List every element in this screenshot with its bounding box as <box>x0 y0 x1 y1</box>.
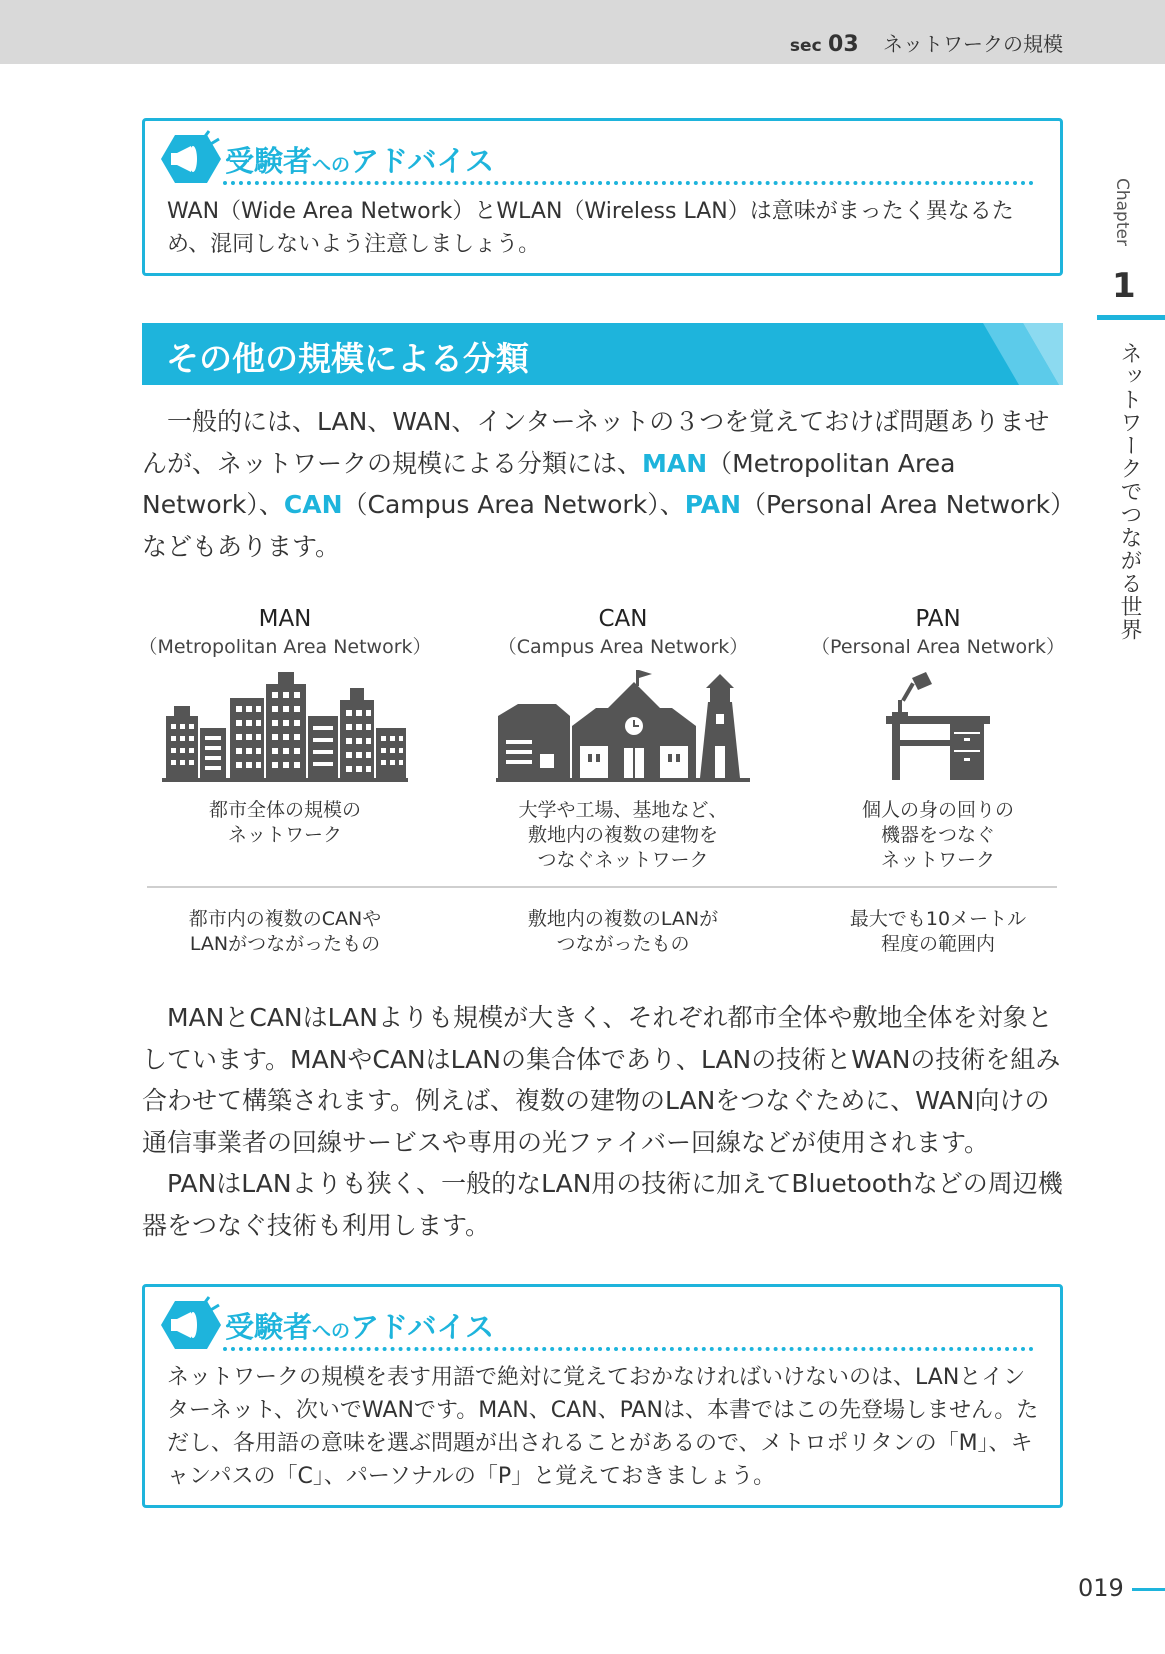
column-note-line: LANがつながったもの <box>189 933 381 955</box>
advice-title-b: への <box>312 154 351 176</box>
intro-text-3: （Campus Area Network）、 <box>342 490 685 519</box>
page-number-line <box>1132 1588 1165 1591</box>
chapter-title: ネットワークでつながる世界 <box>1117 342 1142 641</box>
sec-number: 03 <box>828 32 859 57</box>
chapter-marker-line <box>1097 315 1165 320</box>
running-head-title: ネットワークの規模 <box>883 32 1063 56</box>
column-title: MAN <box>258 606 312 632</box>
intro-text-2: （Metropolitan Area Network）、 <box>142 448 956 519</box>
advice-body: WAN（Wide Area Network）とWLAN（Wireless LAN）は意味がまったく異なるため、混同しないよう注意しましょう。 <box>167 199 1014 257</box>
intro-text-1: 一般的には、LAN、WAN、インターネットの３つを覚えておけば問題ありませんが、ネットワークの規模による分類には、 <box>142 407 1050 478</box>
column-subtitle: （Metropolitan Area Network） <box>138 636 432 658</box>
advice-title-c: アドバイス <box>350 144 495 178</box>
megaphone-icon <box>157 1295 225 1353</box>
figure-divider <box>147 886 1057 888</box>
column-desc-line: ネットワーク <box>880 849 995 871</box>
campus-buildings-icon <box>496 668 750 782</box>
city-buildings-icon <box>160 670 410 782</box>
column-pan-note <box>778 907 1098 957</box>
body-paragraph-man-can: MANとCANはLANよりも規模が大きく、それぞれ都市全体や敷地全体を対象としています。MANやCANはLANの集合体であり、LANの技術とWANの技術を組み合わせて構築されます。例えば、複数の建物のLANをつなぐために、WAN向けの通信事業者の回線サービスや専用の光ファイバー回線などが使用されます。 <box>142 1003 1061 1157</box>
column-desc-line: 敷地内の複数の建物を <box>527 824 718 846</box>
column-note-line: つながったもの <box>556 933 690 955</box>
term-pan: PAN <box>684 490 742 519</box>
column-pan <box>778 604 1098 660</box>
chapter-label: Chapter <box>1112 178 1132 246</box>
advice-title-c: アドバイス <box>350 1310 495 1344</box>
advice-box-1 <box>142 118 1063 276</box>
column-title: CAN <box>598 606 648 632</box>
column-pan-desc <box>778 798 1098 873</box>
sec-label: sec <box>789 36 822 56</box>
intro-paragraph <box>142 401 1063 567</box>
intro-text-4: （Personal Area Network）などもあります。 <box>142 490 1063 561</box>
column-desc-line: 都市全体の規模の <box>208 799 361 821</box>
column-note-line: 都市内の複数のCANや <box>188 908 382 930</box>
column-subtitle: （Personal Area Network） <box>811 636 1065 658</box>
section-heading <box>142 323 1063 385</box>
advice-body: ネットワークの規模を表す用語で絶対に覚えておかなければいけないのは、LANとインターネット、次いでWANです。MAN、CAN、PANは、本書ではこの先登場しません。ただし、各用語の意味を選ぶ問題が出されることがあるので、メトロポリタンの「M」、キャンパスの「C」、パーソナルの「P」と覚えておきましょう。 <box>167 1365 1039 1489</box>
desk-lamp-icon <box>886 672 990 782</box>
column-subtitle: （Campus Area Network） <box>497 636 749 658</box>
dotted-divider <box>223 1347 1034 1351</box>
column-man-desc <box>125 798 445 848</box>
advice-title <box>225 139 494 180</box>
page-number: 019 <box>1078 1574 1124 1602</box>
column-note-line: 敷地内の複数のLANが <box>527 908 719 930</box>
advice-box-2 <box>142 1284 1063 1508</box>
column-can <box>463 604 783 660</box>
advice-title-a: 受験者 <box>225 1310 313 1344</box>
term-man: MAN <box>642 448 708 478</box>
column-desc-line: つなぐネットワーク <box>537 849 709 871</box>
column-title: PAN <box>915 606 961 632</box>
column-desc-line: 個人の身の回りの <box>861 799 1014 821</box>
column-note-line: 最大でも10メートル <box>849 908 1027 930</box>
advice-title-a: 受験者 <box>225 144 313 178</box>
column-man-note <box>125 907 445 957</box>
advice-title <box>225 1305 494 1346</box>
column-desc-line: 機器をつなぐ <box>880 824 995 846</box>
column-man <box>125 604 445 660</box>
advice-title-b: への <box>312 1320 351 1342</box>
column-desc-line: ネットワーク <box>227 824 342 846</box>
body-paragraph-pan: PANはLANよりも狭く、一般的なLAN用の技術に加えてBluetoothなどの周辺機器をつなぐ技術も利用します。 <box>142 1169 1063 1240</box>
column-can-desc <box>463 798 783 873</box>
running-head <box>790 28 1063 57</box>
dotted-divider <box>223 181 1034 185</box>
chapter-number: 1 <box>1112 266 1136 306</box>
section-title: その他の規模による分類 <box>166 339 529 378</box>
column-note-line: 程度の範囲内 <box>880 933 995 955</box>
megaphone-icon <box>157 129 225 187</box>
term-can: CAN <box>283 490 343 519</box>
column-desc-line: 大学や工場、基地など、 <box>518 799 728 821</box>
chapter-side-tab <box>1096 0 1165 1654</box>
column-can-note <box>463 907 783 957</box>
heading-stripe-decoration <box>983 323 1063 385</box>
